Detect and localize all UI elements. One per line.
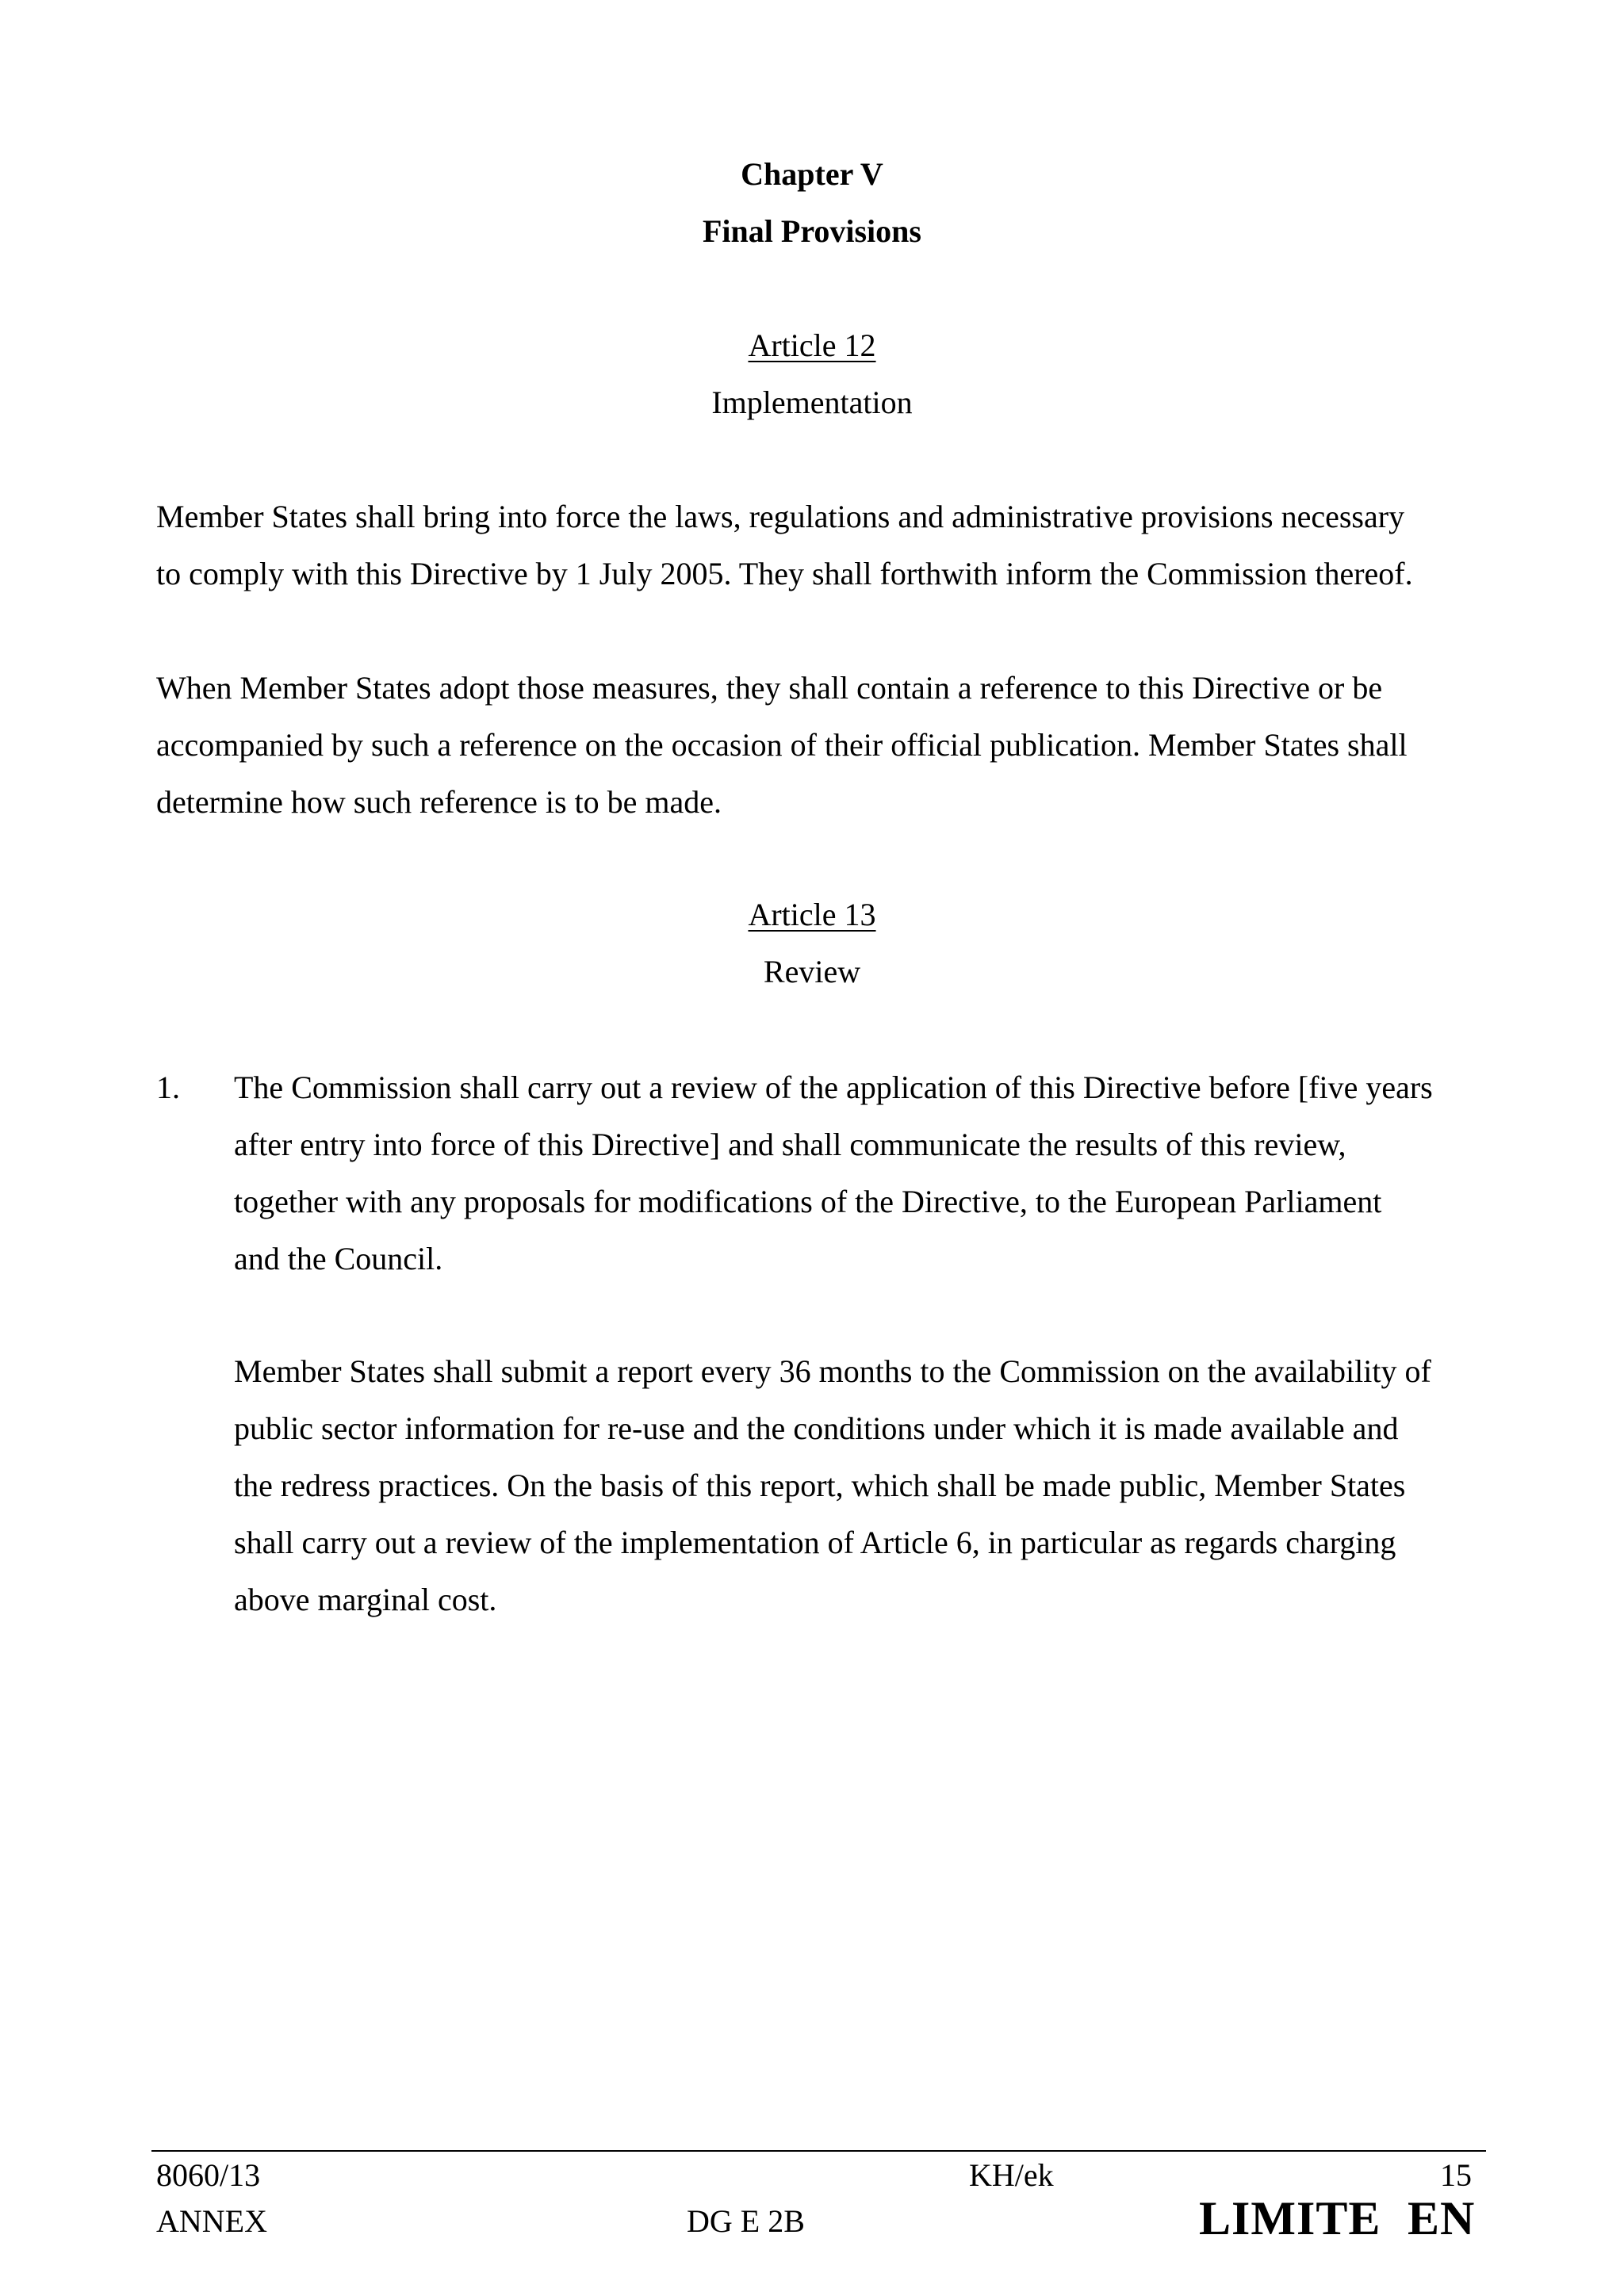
article-12-paragraph-1	[156, 488, 1488, 603]
chapter-title: Final Provisions	[703, 213, 921, 249]
footer-language: EN	[1408, 2192, 1476, 2244]
footer-rule	[151, 2150, 1486, 2152]
text-line: public sector information for re-use and the conditions under which it is made available and	[234, 1410, 1399, 1446]
text-line: shall carry out a review of the implementation of Article 6, in particular as regards charging	[234, 1525, 1396, 1560]
text-line: Member States shall submit a report every 36 months to the Commission on the availability of	[234, 1353, 1431, 1389]
article-12-heading-text: Article 12	[748, 327, 876, 363]
text-line: determine how such reference is to be made.	[156, 784, 722, 820]
article-13-heading-text: Article 13	[748, 897, 876, 932]
article-12-paragraph-2	[156, 660, 1488, 831]
text-line: to comply with this Directive by 1 July 2005. They shall forthwith inform the Commission thereof.	[156, 556, 1413, 591]
article-13-item-1-paragraph-2	[234, 1343, 1503, 1628]
text-line: together with any proposals for modifications of the Directive, to the European Parliament	[234, 1184, 1382, 1219]
text-line: The Commission shall carry out a review of the application of this Directive before [five years	[234, 1070, 1433, 1105]
article-13-item-1-paragraph-1	[234, 1059, 1503, 1288]
text-line: after entry into force of this Directive] and shall communicate the results of this review,	[234, 1127, 1346, 1162]
text-line: accompanied by such a reference on the occasion of their official publication. Member States shall	[156, 727, 1408, 763]
article-12-title: Implementation	[711, 385, 913, 420]
article-13-heading	[0, 896, 1624, 934]
article-13-title: Review	[763, 954, 861, 989]
text-line: above marginal cost.	[234, 1582, 497, 1617]
footer-initials: KH/ek	[969, 2157, 1054, 2193]
chapter-number: Chapter V	[741, 156, 883, 192]
article-12-heading	[0, 327, 1624, 365]
footer-page-number: 15	[1440, 2157, 1472, 2193]
text-line: When Member States adopt those measures, they shall contain a reference to this Directive or be	[156, 670, 1383, 706]
footer-dg: DG E 2B	[687, 2203, 805, 2239]
text-line: and the Council.	[234, 1241, 443, 1276]
text-line: Member States shall bring into force the laws, regulations and administrative provisions necessary	[156, 499, 1405, 534]
footer-classification: LIMITE	[1199, 2192, 1381, 2244]
footer-annex: ANNEX	[156, 2203, 267, 2239]
text-line: the redress practices. On the basis of this report, which shall be made public, Member States	[234, 1468, 1406, 1503]
footer-doc-number: 8060/13	[156, 2157, 261, 2193]
item-number: 1.	[156, 1070, 180, 1105]
